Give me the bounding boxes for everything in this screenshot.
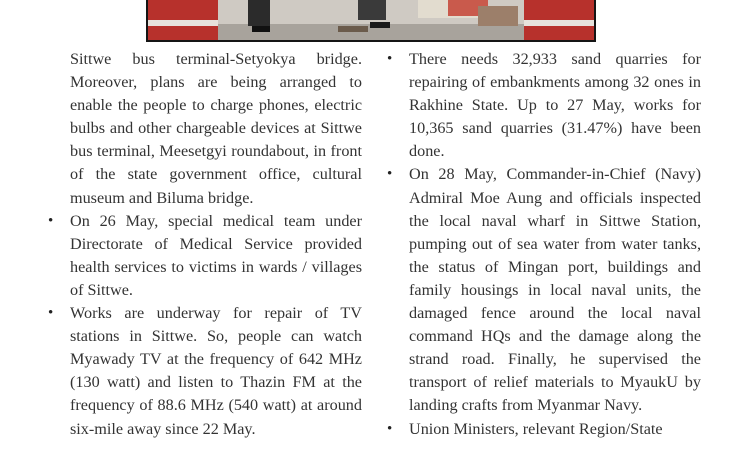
right-bullet-list xyxy=(409,48,701,441)
list-item: • On 26 May, special medical team under Directorate of Medical Service provided health services to victims in wards / villages of Sittwe. xyxy=(70,210,362,302)
list-item: • There needs 32,933 sand quarries for repairing of embankments among 32 ones in Rakhine State. Up to 27 May, works for 10,365 sand quarries (31.47%) have been done. xyxy=(409,48,701,163)
list-item: • On 28 May, Commander-in-Chief (Navy) Admiral Moe Aung and officials inspected the local naval wharf in Sittwe Station, pumping out of sea water from water tanks, the status of Mingan port, buildings and family housings in local naval units, the damaged fence around the local naval command HQs and the damage along the strand road. Finally, he supervised the transport of relief materials to MyaukU by landing crafts from Myanmar Navy. xyxy=(409,163,701,417)
list-item: • Works are underway for repair of TV stations in Sittwe. So, people can watch Myawady TV at the frequency of 642 MHz (130 watt) and listen to Thazin FM at the frequency of 88.6 MHz (540 watt) at around six-mile away since 22 May. xyxy=(70,302,362,441)
list-item: • Union Ministers, relevant Region/State xyxy=(409,418,701,441)
news-photo xyxy=(146,0,596,42)
left-column xyxy=(70,48,362,441)
left-bullet-list xyxy=(70,210,362,441)
right-column xyxy=(409,48,701,441)
continued-paragraph: Sittwe bus terminal-Setyokya bridge. Moreover, plans are being arranged to enable the people to charge phones, electric bulbs and other chargeable devices at Sittwe bus terminal, Meesetgyi roundabout, in front of the state government office, cultural museum and Biluma bridge. xyxy=(70,50,362,207)
photo-icon xyxy=(148,0,594,40)
